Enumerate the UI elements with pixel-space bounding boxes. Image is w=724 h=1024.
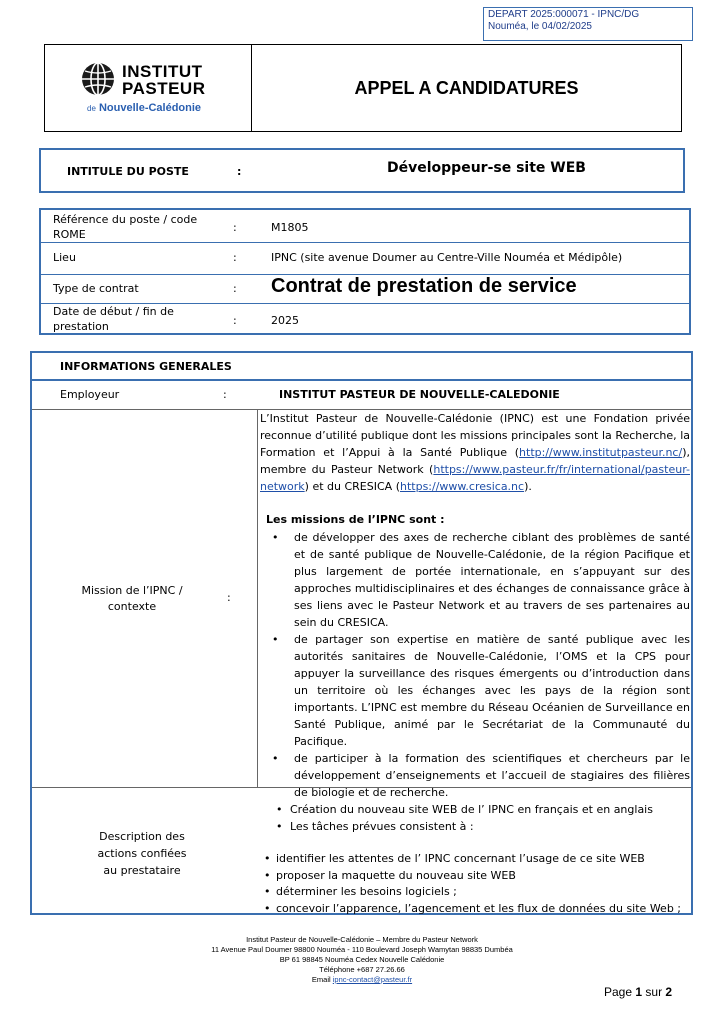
row-value: M1805 [271,221,309,234]
reference-date: Nouméa, le 04/02/2025 [488,21,592,32]
row-label: Type de contrat [53,282,139,295]
general-information-section [30,351,693,915]
row-colon: : [233,314,237,327]
intro-text: ), membre du Pasteur Network ( [260,446,690,476]
missions-title: Les missions de l’IPNC sont : [266,513,445,526]
contact-email-link[interactable]: ipnc-contact@pasteur.fr [332,975,413,984]
row-colon: : [233,251,237,264]
intro-text: ) et du CRESICA ( [304,480,400,493]
list-item-text: de développer des axes de recherche ciblant des problèmes de santé et de santé publique de Nouvelle-Calédonie, de la région Pacifique et plus largement de portée internationale, en s’appuyant sur des approches multidisciplinaires et des échanges de connaissance grâce à ses liens avec le Pasteur Network et au travers de ses partenaires au sein du CRESICA. [294,531,690,629]
description-label-line: actions confiées [97,847,187,860]
footer-line: Institut Pasteur de Nouvelle-Calédonie – Membre du Pasteur Network [246,935,478,944]
footer-email-line [0,975,724,985]
list-item-text: déterminer les besoins logiciels ; [276,885,457,898]
list-item [272,750,690,801]
mission-label [52,583,212,615]
employer-colon: : [223,388,227,401]
table-row [41,275,689,304]
description-content [260,802,690,917]
section-title: INFORMATIONS GENERALES [60,360,232,373]
footer-line: BP 61 98845 Nouméa Cedex Nouvelle Calédonie [279,955,445,964]
bullet-icon: • [272,752,279,765]
logo-line-pasteur: PASTEUR [122,79,206,98]
table-row [41,210,689,243]
bullet-icon: • [272,633,279,646]
description-label-line: au prestataire [103,864,181,877]
list-item-text: Création du nouveau site WEB de l’ IPNC en français et en anglais [290,803,653,816]
page-number [604,985,672,999]
page-number-separator: sur [645,985,663,999]
mission-label-line: Mission de l’IPNC / [81,584,183,597]
job-details-table [39,208,691,335]
row-label-line: prestation [53,320,109,333]
list-item [260,851,690,868]
mission-label-line: contexte [107,600,157,613]
list-item [260,868,690,885]
column-divider [257,410,258,788]
intro-text: ). [524,480,532,493]
description-label-line: Description des [99,830,185,843]
logo-line-region-name: Nouvelle-Calédonie [98,102,202,114]
divider [32,379,691,381]
table-row [41,304,689,333]
bullet-icon: • [264,885,271,898]
reference-number: DEPART 2025:000071 - IPNC/DG [488,9,640,20]
row-label [53,304,174,334]
logo-line-institut: INSTITUT [122,62,203,81]
list-item-text: Les tâches prévues consistent à : [290,819,474,833]
bullet-icon: • [276,819,283,833]
document-header [44,44,682,132]
missions-list [260,529,690,801]
bullet-icon: • [264,852,271,865]
row-value: IPNC (site avenue Doumer au Centre-Ville Nouméa et Médipôle) [271,251,623,264]
row-label-line: Date de début / fin de [53,305,174,318]
page-number-current: 1 [635,985,643,999]
logo-line-region [87,102,201,114]
list-item [260,901,690,918]
list-item-text: de partager son expertise en matière de santé publique avec les autorités sanitaires de Nouvelle-Calédonie, l’OMS et la CPS pour appuyer la surveillance des risques émergents ou d’introduction dans un territoire où les échanges avec les pays de la région sont importants. L’IPNC est membre du Réseau Océanien de Surveillance en Santé Publique, animé par le Secrétariat de la Communauté du Pacifique. [294,633,690,748]
job-title-label: INTITULE DU POSTE [67,165,189,178]
logo [45,45,252,131]
intro-text: L’Institut Pasteur de Nouvelle-Calédonie (IPNC) est une Fondation privée reconnue d’utilité publique dont les missions principales sont la Recherche, la Formation et l’Appui à la Santé Publique ( [260,412,690,459]
mission-content [260,410,690,801]
row-label-line: Référence du poste / code [53,213,198,226]
list-item-text: de participer à la formation des scientifiques et chercheurs par le développement d’enseignements et l’accueil de stagiaires des filières de biologie et de recherche. [294,752,690,799]
description-label [62,828,222,879]
row-value: 2025 [271,314,299,327]
logo-line-region-prefix: de [87,104,96,113]
page-footer [0,935,724,985]
contract-type-value: Contrat de prestation de service [271,275,577,297]
bullet-icon: • [264,868,271,882]
page-title: APPEL A CANDIDATURES [354,77,579,98]
list-item [260,819,690,836]
list-item-text: concevoir l’apparence, l’agencement et les flux de données du site Web ; [276,901,682,915]
employer-value: INSTITUT PASTEUR DE NOUVELLE-CALEDONIE [279,388,560,401]
footer-line: 11 Avenue Paul Doumer 98800 Nouméa - 110 Boulevard Joseph Wamytan 98835 Dumbéa [211,945,513,954]
job-title-colon: : [237,165,242,178]
job-title-box [39,148,685,193]
row-colon: : [233,221,237,234]
list-item [260,802,690,819]
page-number-total: 2 [665,985,673,999]
list-item-text: proposer la maquette du nouveau site WEB [276,868,516,882]
row-colon: : [233,282,237,295]
footer-line: Téléphone +687 27.26.66 [319,965,405,974]
footer-email-label: Email [311,975,331,984]
cresica-link[interactable]: https://www.cresica.nc [399,480,525,493]
list-item [272,631,690,750]
mission-intro [260,410,690,495]
divider [32,787,691,788]
globe-icon [80,61,116,97]
row-label [53,212,197,242]
row-label-line: ROME [53,228,86,241]
table-row [41,243,689,275]
job-title-value: Développeur-se site WEB [387,160,586,176]
document-reference-box [483,7,693,41]
page-number-prefix: Page [604,985,633,999]
list-item [272,529,690,631]
spacer [260,835,690,851]
mission-colon: : [227,591,231,604]
pasteur-network-link[interactable]: https://www.pasteur.fr/fr/international/pasteur-network [260,463,690,493]
row-label: Lieu [53,251,76,264]
bullet-icon: • [272,531,279,544]
list-item [260,884,690,901]
institut-pasteur-link[interactable]: http://www.institutpasteur.nc/ [519,446,683,459]
list-item-text: identifier les attentes de l’ IPNC concernant l’usage de ce site WEB [276,852,645,865]
bullet-icon: • [264,901,271,915]
bullet-icon: • [276,803,283,816]
employer-label: Employeur [60,388,120,401]
